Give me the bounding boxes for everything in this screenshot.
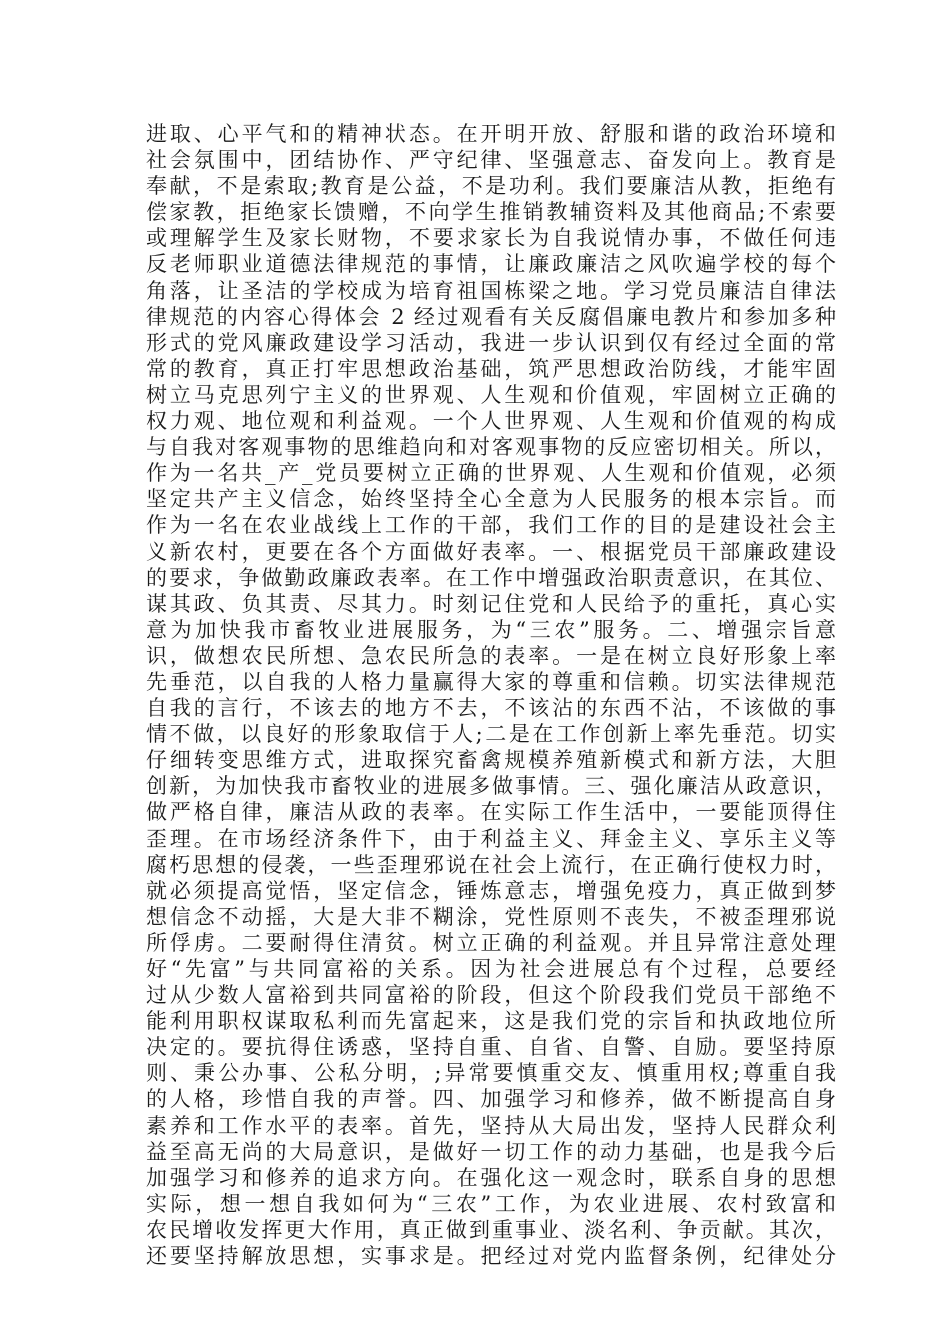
text-line: 作为一名共_产_党员要树立正确的世界观、人生观和价值观，必须 bbox=[146, 461, 836, 486]
text-line: 义新农村，更要在各个方面做好表率。一、根据党员干部廉政建设 bbox=[146, 539, 836, 564]
text-line: 角落，让圣洁的学校成为培育祖国栋梁之地。学习党员廉洁自律法 bbox=[146, 278, 836, 303]
text-line: 作为一名在农业战线上工作的干部，我们工作的目的是建设社会主 bbox=[146, 513, 836, 538]
text-line: 或理解学生及家长财物，不要求家长为自我说情办事，不做任何违 bbox=[146, 226, 836, 251]
text-line: 常的教育，真正打牢思想政治基础，筑严思想政治防线，才能牢固 bbox=[146, 356, 836, 381]
text-line: 识，做想农民所想、急农民所急的表率。一是在树立良好形象上率 bbox=[146, 643, 836, 668]
text-line: 自我的言行，不该去的地方不去，不该沾的东西不沾，不该做的事 bbox=[146, 696, 836, 721]
text-line: 农民增收发挥更大作用，真正做到重事业、淡名利、争贡献。其次， bbox=[146, 1217, 836, 1242]
text-line: 与自我对客观事物的思维趋向和对客观事物的反应密切相关。所以， bbox=[146, 435, 836, 460]
text-line: 想信念不动摇，大是大非不糊涂，党性原则不丧失，不被歪理邪说 bbox=[146, 904, 836, 929]
text-line: 歪理。在市场经济条件下，由于利益主义、拜金主义、享乐主义等 bbox=[146, 826, 836, 851]
text-line: 形式的党风廉政建设学习活动，我进一步认识到仅有经过全面的常 bbox=[146, 330, 836, 355]
text-line: 权力观、地位观和利益观。一个人世界观、人生观和价值观的构成 bbox=[146, 409, 836, 434]
text-line: 意为加快我市畜牧业进展服务，为“三农”服务。二、增强宗旨意 bbox=[146, 617, 836, 642]
body-paragraph bbox=[146, 121, 836, 1269]
text-line: 的人格，珍惜自我的声誉。四、加强学习和修养，做不断提高自身 bbox=[146, 1087, 836, 1112]
text-line: 决定的。要抗得住诱惑，坚持自重、自省、自警、自励。要坚持原 bbox=[146, 1035, 836, 1060]
text-line: 还要坚持解放思想，实事求是。把经过对党内监督条例，纪律处分 bbox=[146, 1244, 836, 1269]
text-line: 则、秉公办事、公私分明，;异常要慎重交友、慎重用权;尊重自我 bbox=[146, 1061, 836, 1086]
text-line: 树立马克思列宁主义的世界观、人生观和价值观，牢固树立正确的 bbox=[146, 382, 836, 407]
text-line: 过从少数人富裕到共同富裕的阶段，但这个阶段我们党员干部绝不 bbox=[146, 983, 836, 1008]
text-line: 素养和工作水平的表率。首先，坚持从大局出发，坚持人民群众利 bbox=[146, 1113, 836, 1138]
text-line: 社会氛围中，团结协作、严守纪律、坚强意志、奋发向上。教育是 bbox=[146, 148, 836, 173]
text-line: 腐朽思想的侵袭，一些歪理邪说在社会上流行，在正确行使权力时， bbox=[146, 852, 836, 877]
text-line: 创新，为加快我市畜牧业的进展多做事情。三、强化廉洁从政意识， bbox=[146, 774, 836, 799]
text-line: 好“先富”与共同富裕的关系。因为社会进展总有个过程，总要经 bbox=[146, 957, 836, 981]
text-line: 就必须提高觉悟，坚定信念，锤炼意志，增强免疫力，真正做到梦 bbox=[146, 878, 836, 903]
text-line: 律规范的内容心得体会 2 经过观看有关反腐倡廉电教片和参加多种 bbox=[146, 304, 836, 329]
text-line: 谋其政、负其责、尽其力。时刻记住党和人民给予的重托，真心实 bbox=[146, 591, 836, 616]
text-line: 奉献，不是索取;教育是公益，不是功利。我们要廉洁从教，拒绝有 bbox=[146, 174, 836, 199]
text-line: 先垂范，以自我的人格力量赢得大家的尊重和信赖。切实法律规范 bbox=[146, 669, 836, 694]
text-line: 加强学习和修养的追求方向。在强化这一观念时，联系自身的思想 bbox=[146, 1165, 836, 1190]
text-line: 益至高无尚的大局意识，是做好一切工作的动力基础，也是我今后 bbox=[146, 1139, 836, 1164]
text-line: 坚定共产主义信念，始终坚持全心全意为人民服务的根本宗旨。而 bbox=[146, 487, 836, 512]
text-line: 的要求，争做勤政廉政表率。在工作中增强政治职责意识，在其位、 bbox=[146, 565, 836, 590]
text-line: 能利用职权谋取私利而先富起来，这是我们党的宗旨和执政地位所 bbox=[146, 1009, 836, 1034]
text-line: 进取、心平气和的精神状态。在开明开放、舒服和谐的政治环境和 bbox=[146, 122, 836, 146]
text-line: 情不做，以良好的形象取信于人;二是在工作创新上率先垂范。切实 bbox=[146, 722, 836, 747]
text-line: 实际，想一想自我如何为“三农”工作，为农业进展、农村致富和 bbox=[146, 1191, 836, 1216]
text-line: 反老师职业道德法律规范的事情，让廉政廉洁之风吹遍学校的每个 bbox=[146, 252, 836, 277]
text-line: 偿家教，拒绝家长馈赠，不向学生推销教辅资料及其他商品;不索要 bbox=[146, 200, 836, 225]
text-line: 仔细转变思维方式，进取探究畜禽规模养殖新模式和新方法，大胆 bbox=[146, 748, 836, 773]
text-line: 所俘虏。二要耐得住清贫。树立正确的利益观。并且异常注意处理 bbox=[146, 930, 836, 955]
text-line: 做严格自律，廉洁从政的表率。在实际工作生活中，一要能顶得住 bbox=[146, 800, 836, 825]
